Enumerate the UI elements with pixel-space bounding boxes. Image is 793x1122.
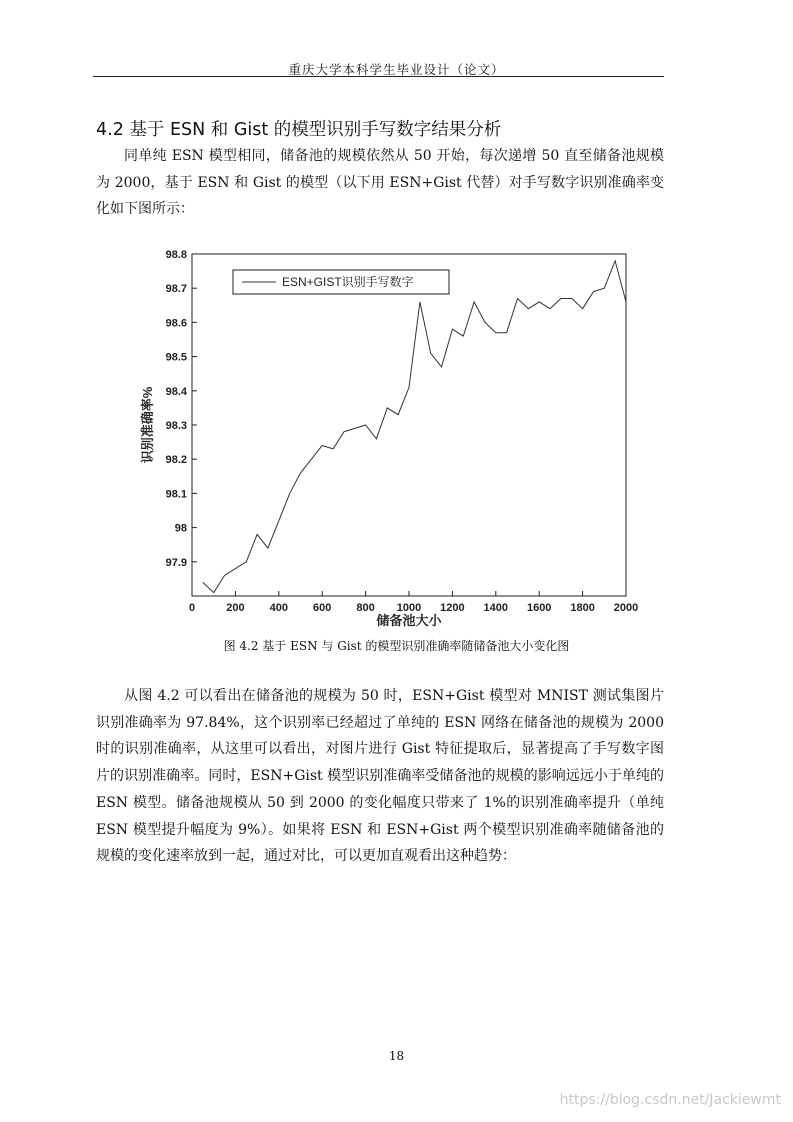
x-tick-label: 200: [226, 602, 245, 614]
accuracy-line-chart: [130, 238, 650, 638]
y-tick-label: 98.4: [165, 385, 187, 398]
legend: [233, 270, 449, 294]
x-tick-label: 1800: [570, 602, 595, 614]
x-tick-label: 1600: [526, 602, 552, 614]
page-number: 18: [388, 1049, 405, 1063]
x-tick-label: 400: [269, 602, 288, 614]
x-tick-label: 1200: [440, 602, 465, 614]
watermark: https://blog.csdn.net/Jackiewmt: [559, 1092, 781, 1108]
legend-label: ESN+GIST识别手写数字: [282, 275, 414, 289]
y-tick-label: 98.1: [165, 488, 187, 501]
header-rule: [93, 76, 664, 77]
y-tick-label: 98.6: [165, 317, 187, 330]
y-axis-title: 识别准确率%: [140, 386, 155, 464]
x-tick-label: 600: [313, 602, 332, 614]
section-title: 4.2 基于 ESN 和 Gist 的模型识别手写数字结果分析: [96, 120, 502, 140]
paragraph-analysis: 从图 4.2 可以看出在储备池的规模为 50 时，ESN+Gist 模型对 MNIST 测试集图片识别准确率为 97.84%，这个识别率已经超过了单纯的 ESN 网络在储备池的规模为 2000 时的识别准确率，从这里可以看出，对图片进行 Gist 特征提取后，显著提高了手写数字图片的识别准确率。同时，ESN+Gist 模型识别准确率受储备池的规模的影响远远小于单纯的 ESN 模型。储备池规模从 50 到 2000 的变化幅度只带来了 1%的识别准确率提升（单纯 ESN 模型提升幅度为 9%）。如果将 ESN 和 ESN+Gist 两个模型识别准确率随储备池的规模的变化速率放到一起，通过对比，可以更加直观看出这种趋势：: [96, 688, 664, 865]
y-tick-label: 98.2: [165, 454, 187, 467]
y-tick-label: 98.8: [165, 249, 187, 261]
paragraph-intro: 同单纯 ESN 模型相同，储备池的规模依然从 50 开始，每次递增 50 直至储备池规模为 2000，基于 ESN 和 Gist 的模型（以下用 ESN+Gist 代替）对手写数字识别准确率变化如下图所示：: [96, 148, 664, 218]
running-header: 重庆大学本科学生毕业设计（论文）: [288, 62, 505, 77]
x-tick-label: 800: [356, 602, 375, 614]
x-tick-label: 1400: [483, 602, 509, 614]
figure-caption: 图 4.2 基于 ESN 与 Gist 的模型识别准确率随储备池大小变化图: [223, 639, 570, 653]
y-tick-label: 98: [174, 522, 187, 535]
y-tick-label: 98.3: [165, 420, 187, 432]
x-tick-label: 1000: [396, 602, 422, 614]
y-tick-label: 98.5: [165, 351, 187, 364]
y-tick-label: 97.9: [165, 556, 187, 569]
y-tick-label: 98.7: [165, 283, 187, 296]
x-tick-label: 0: [188, 602, 196, 614]
plot-area: [192, 254, 626, 596]
x-tick-label: 2000: [613, 602, 639, 614]
x-axis-title: 储备池大小: [376, 613, 442, 628]
